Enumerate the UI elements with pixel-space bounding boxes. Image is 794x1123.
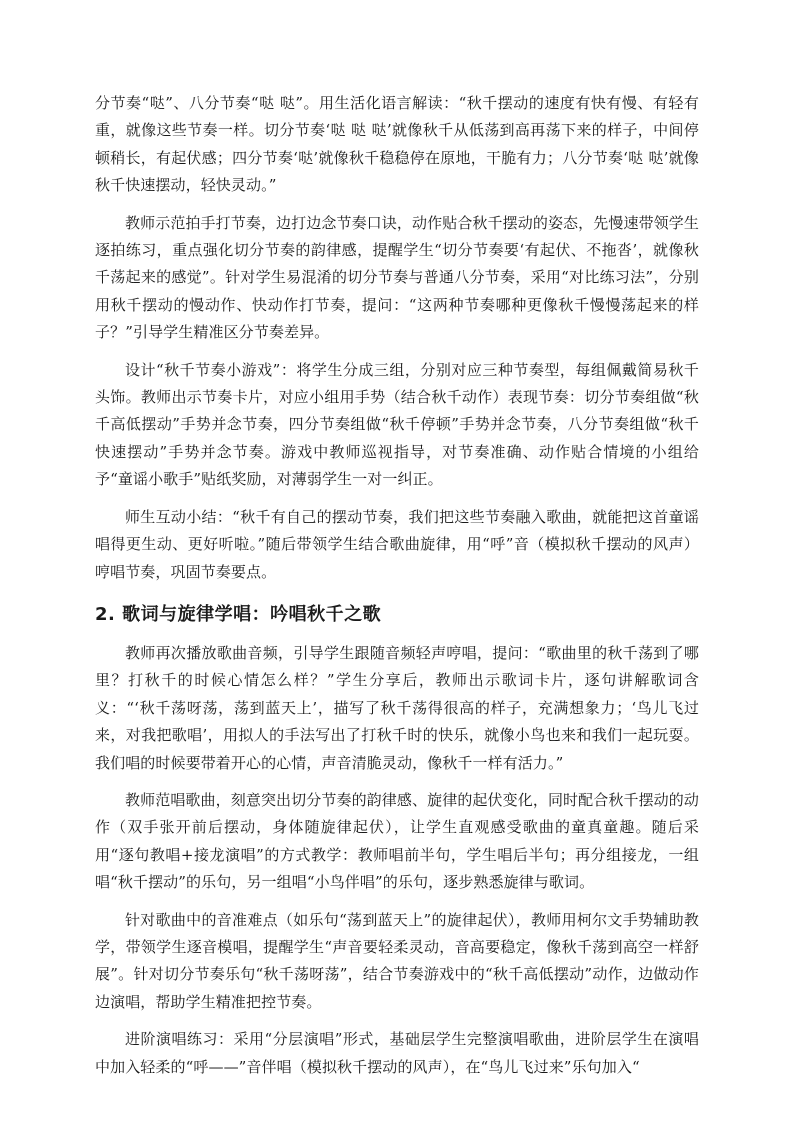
- paragraph-summary: 师生互动小结：“秋千有自己的摆动节奏，我们把这些节奏融入歌曲，就能把这首童谣唱得更生动、更好听啦。”随后带领学生结合歌曲旋律，用“呼”音（模拟秋千摆动的风声）哼唱节奏，巩固节奏要点。: [95, 507, 699, 581]
- paragraph-lyrics-intro: 教师再次播放歌曲音频，引导学生跟随音频轻声哼唱，提问：“歌曲里的秋千荡到了哪里？打秋千的时候心情怎么样？”学生分享后，教师出示歌词卡片，逐句讲解歌词含义：“‘秋千荡呀荡，荡到蓝天上’，描写了秋千荡得很高的样子，充满想象力；‘鸟儿飞过来，对我把歌唱’，用拟人的手法写出了打秋千时的快乐，就像小鸟也来和我们一起玩耍。我们唱的时候要带着开心的心情，声音清脆灵动，像秋千一样有活力。”: [95, 643, 699, 772]
- paragraph-rhythm-explanation: 分节奏“哒”、八分节奏“哒 哒”。用生活化语言解读：“秋千摆动的速度有快有慢、有轻有重，就像这些节奏一样。切分节奏‘哒 哒 哒’就像秋千从低荡到高再荡下来的样子，中间停顿稍长，有起伏感；四分节奏‘哒’就像秋千稳稳停在原地，干脆有力；八分节奏‘哒 哒’就像秋千快速摆动，轻快灵动。”: [95, 94, 699, 195]
- paragraph-rhythm-game: 设计“秋千节奏小游戏”：将学生分成三组，分别对应三种节奏型，每组佩戴简易秋千头饰。教师出示节奏卡片，对应小组用手势（结合秋千动作）表现节奏：切分节奏组做“秋千高低摆动”手势并念节奏，四分节奏组做“秋千停顿”手势并念节奏，八分节奏组做“秋千快速摆动”手势并念节奏。游戏中教师巡视指导，对节奏准确、动作贴合情境的小组给予“童谣小歌手”贴纸奖励，对薄弱学生一对一纠正。: [95, 360, 699, 489]
- section-heading: 2. 歌词与旋律学唱：吟唱秋千之歌: [95, 603, 382, 625]
- paragraph-advanced-practice: 进阶演唱练习：采用“分层演唱”形式，基础层学生完整演唱歌曲，进阶层学生在演唱中加入轻柔的“呼——”音伴唱（模拟秋千摆动的风声），在“鸟儿飞过来”乐句加入“: [95, 1030, 699, 1076]
- paragraph-teacher-singing: 教师范唱歌曲，刻意突出切分节奏的韵律感、旋律的起伏变化，同时配合秋千摆动的动作（双手张开前后摆动，身体随旋律起伏），让学生直观感受歌曲的童真童趣。随后采用“逐句教唱+接龙演唱”的方式教学：教师唱前半句，学生唱后半句；再分组接龙，一组唱“秋千摆动”的乐句，另一组唱“小鸟伴唱”的乐句，逐步熟悉旋律与歌词。: [95, 790, 699, 892]
- paragraph-pitch-difficulty: 针对歌曲中的音准难点（如乐句“荡到蓝天上”的旋律起伏），教师用柯尔文手势辅助教学，带领学生逐音模唱，提醒学生“声音要轻柔灵动，音高要稳定，像秋千荡到高空一样舒展”。针对切分节奏乐句“秋千荡呀荡”，结合节奏游戏中的“秋千高低摆动”动作，边做动作边演唱，帮助学生精准把控节奏。: [95, 910, 699, 1011]
- paragraph-teacher-demo: 教师示范拍手打节奏，边打边念节奏口诀，动作贴合秋千摆动的姿态，先慢速带领学生逐拍练习，重点强化切分节奏的韵律感，提醒学生“切分节奏要‘有起伏、不拖沓’，就像秋千荡起来的感觉”。针对学生易混淆的切分节奏与普通八分节奏，采用“对比练习法”，分别用秋千摆动的慢动作、快动作打节奏，提问：“这两种节奏哪种更像秋千慢慢荡起来的样子？”引导学生精准区分节奏差异。: [95, 213, 699, 342]
